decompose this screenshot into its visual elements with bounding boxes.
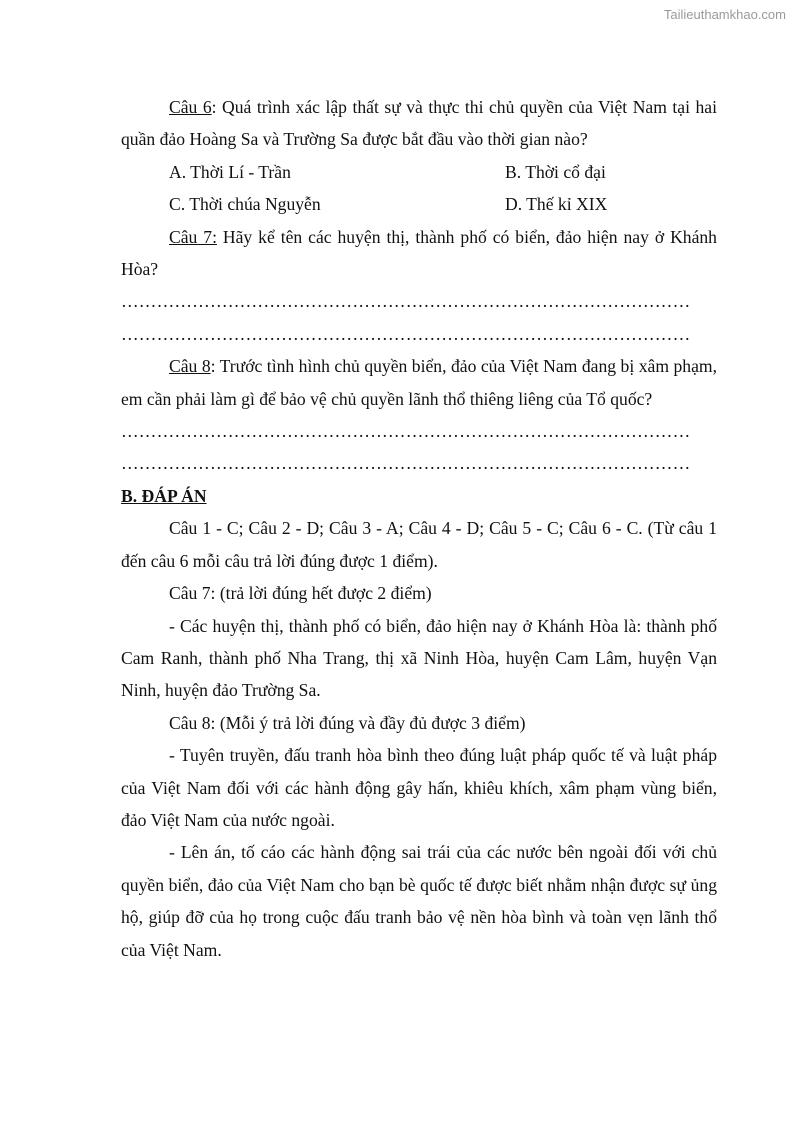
question-6-label: Câu 6 (169, 97, 212, 117)
question-8-label: Câu 8 (169, 356, 211, 377)
document-page (121, 91, 717, 966)
question-7-label: Câu 7: (169, 226, 217, 247)
answer-line: …………………………………………………………………………………… (121, 291, 691, 312)
answer-q8-title: Câu 8: (Mỗi ý trả lời đúng và đầy đủ được 3 điểm) (169, 712, 526, 733)
answer-q7-body: - Các huyện thị, thành phố có biển, đảo hiện nay ở Khánh Hòa là: thành phố Cam Ranh, thành phố Nha Trang, thị xã Ninh Hòa, huyện Cam Lâm, huyện Vạn Ninh, huyện đảo Trường Sa. (121, 615, 717, 701)
watermark: Tailieuthamkhao.com (663, 7, 786, 22)
answer-q7-title: Câu 7: (trả lời đúng hết được 2 điểm) (169, 583, 432, 604)
question-7-text: Hãy kể tên các huyện thị, thành phố có biển, đảo hiện nay ở Khánh Hòa? (121, 226, 717, 280)
option-a: A. Thời Lí - Trần (169, 161, 291, 182)
answer-q8-point-1: - Tuyên truyền, đấu tranh hòa bình theo đúng luật pháp quốc tế và luật pháp của Việt Nam đối với các hành động gây hấn, khiêu khích, xâm phạm vùng biển, đảo Việt Nam của nước ngoài. (121, 745, 717, 830)
question-8-text: : Trước tình hình chủ quyền biển, đảo của Việt Nam đang bị xâm phạm, em cần phải làm gì để bảo vệ chủ quyền lãnh thổ thiêng liêng của Tổ quốc? (121, 356, 717, 409)
question-6-options-row-1 (121, 156, 717, 188)
option-b: B. Thời cổ đại (505, 161, 606, 182)
answer-q8-point-2: - Lên án, tố cáo các hành động sai trái của các nước bên ngoài đối với chủ quyền biển, đảo của Việt Nam cho bạn bè quốc tế được biết nhằm nhận được sự ủng hộ, giúp đỡ của họ trong cuộc đấu tranh bảo vệ nền hòa bình và toàn vẹn lãnh thổ của Việt Nam. (121, 842, 717, 960)
answers-heading: B. ĐÁP ÁN (121, 485, 207, 506)
answers-multiple-choice: Câu 1 - C; Câu 2 - D; Câu 3 - A; Câu 4 - D; Câu 5 - C; Câu 6 - C. (Từ câu 1 đến câu 6 mỗi câu trả lời đúng được 1 điểm). (121, 518, 717, 571)
question-6-options-row-2 (121, 188, 717, 220)
question-7 (121, 221, 717, 286)
option-c: C. Thời chúa Nguyễn (169, 194, 321, 215)
question-8 (121, 350, 717, 415)
answer-line: …………………………………………………………………………………… (121, 421, 691, 442)
question-6-text: : Quá trình xác lập thất sự và thực thi chủ quyền của Việt Nam tại hai quần đảo Hoàng Sa và Trường Sa được bắt đầu vào thời gian nào? (121, 97, 717, 150)
question-6 (121, 91, 717, 156)
answer-line: …………………………………………………………………………………… (121, 323, 691, 344)
option-d: D. Thế kỉ XIX (505, 194, 608, 215)
answer-line: …………………………………………………………………………………… (121, 453, 691, 474)
